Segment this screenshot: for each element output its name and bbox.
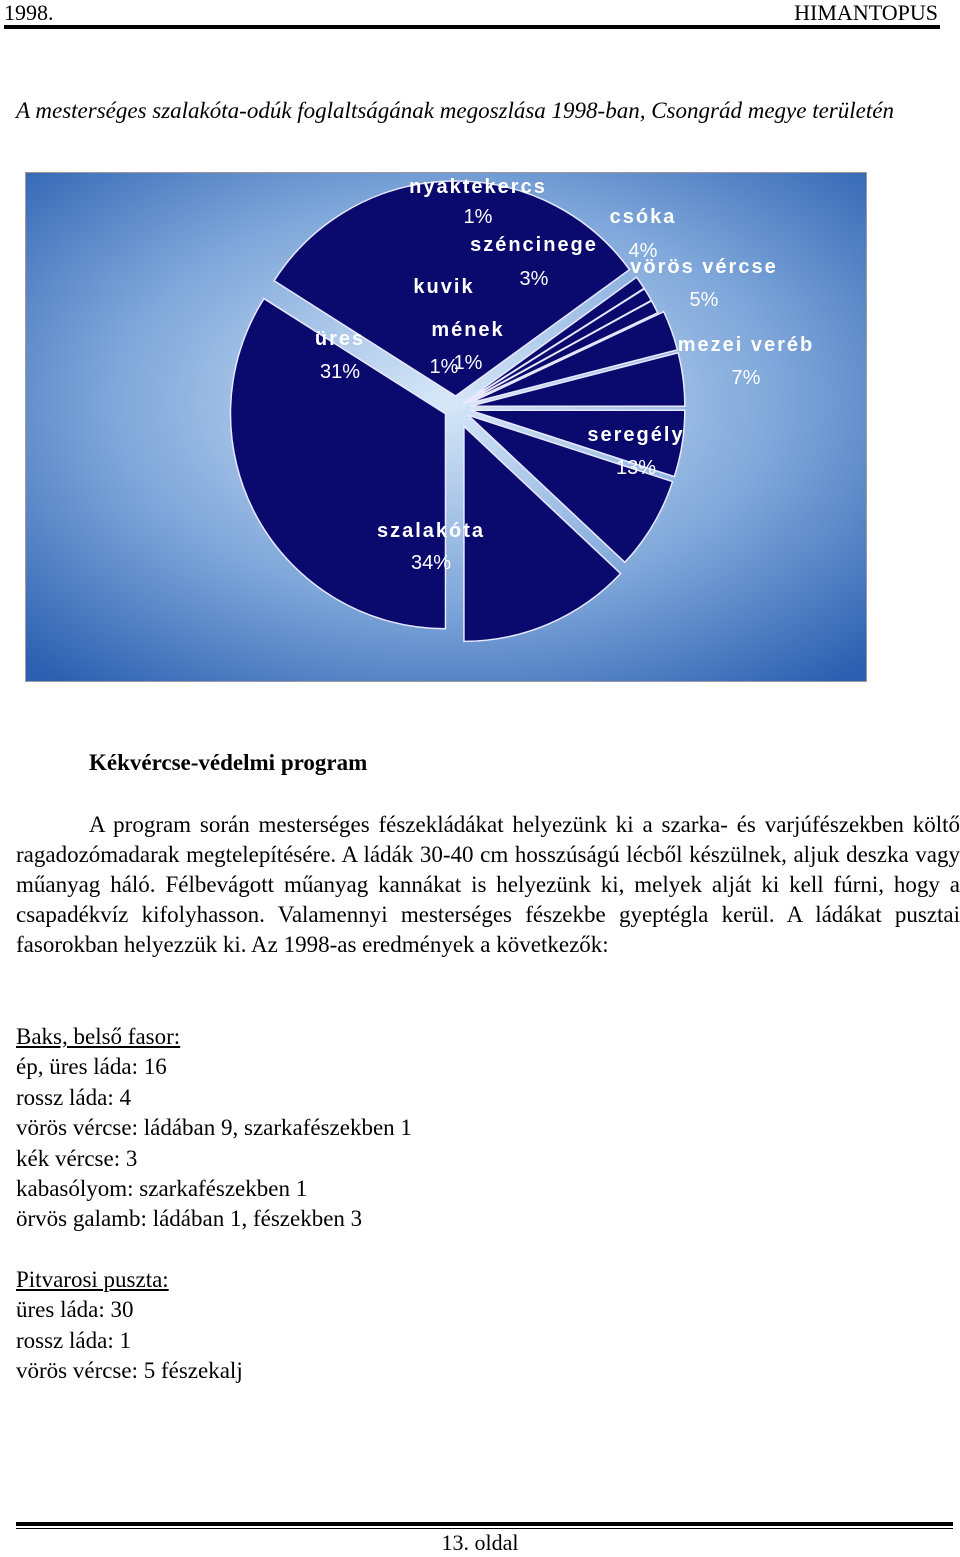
slice-label: üres (314, 328, 366, 350)
header-rule (4, 25, 940, 29)
slice-label: mezei veréb (677, 334, 815, 356)
slice-percent: 5% (689, 289, 719, 311)
page-number: 13. oldal (441, 1530, 519, 1555)
slice-label: szalakóta (376, 520, 486, 542)
baks-results (16, 1022, 956, 1235)
slice-label: seregély (587, 424, 685, 446)
slice-percent: 7% (731, 367, 761, 389)
slice-label: széncinege (470, 234, 598, 256)
slice-percent: 31% (319, 361, 361, 383)
section-heading: Kékvércse-védelmi program (89, 750, 368, 775)
slice-percent: 13% (615, 457, 657, 479)
pie-chart (25, 172, 867, 682)
slice-label: vörös vércse (630, 256, 778, 278)
footer-rule (16, 1522, 953, 1526)
page-header (0, 0, 960, 30)
chart-title: A mesterséges szalakóta-odúk foglaltságának megoszlása 1998-ban, Csongrád megye területén (16, 98, 894, 123)
footer-rule-thin (16, 1528, 953, 1529)
body-paragraph (16, 810, 960, 960)
slice-percent: 3% (519, 268, 549, 290)
slice-percent: 1% (463, 206, 493, 228)
pitvaros-line: üres láda: 30 (16, 1297, 134, 1323)
slice-percent: 4% (628, 240, 658, 262)
baks-line: rossz láda: 4 (16, 1084, 131, 1110)
baks-line: örvös galamb: ládában 1, fészekben 3 (16, 1206, 363, 1232)
header-journal: HIMANTOPUS (794, 0, 938, 25)
baks-line: vörös vércse: ládában 9, szarkafészekben 1 (16, 1115, 412, 1141)
slice-percent: 1% (453, 352, 483, 374)
slice-label: kuvik (413, 276, 475, 298)
pitvaros-line: vörös vércse: 5 fészekalj (16, 1358, 243, 1384)
baks-title: Baks, belső fasor: (16, 1024, 181, 1049)
slice-label: csóka (609, 206, 677, 228)
baks-line: kék vércse: 3 (16, 1145, 138, 1171)
pitvaros-line: rossz láda: 1 (16, 1327, 131, 1353)
paragraph-text: A program során mesterséges fészekládákat helyezünk ki a szarka- és varjúfészekben költő ragadozómadarak megtelepítésére. A ládák 30-40 cm hosszúságú lécből készülnek, aljuk deszka vagy műanyag háló. Félbevágott műanyag kannákat is helyezünk ki, melyek alját ki kell fúrni, hogy a csapadékvíz kifolyhasson. Valamennyi mesterséges fészekbe gyeptégla kerül. A ládákat pusztai fasorokban helyezzük ki. Az 1998-as eredmények a következők: (16, 812, 960, 957)
pitvaros-title: Pitvarosi puszta: (16, 1267, 169, 1292)
slice-percent: 1% (429, 356, 459, 378)
slice-label: mének (431, 319, 505, 341)
pitvaros-results (16, 1265, 956, 1387)
baks-line: kabasólyom: szarkafészekben 1 (16, 1176, 308, 1202)
baks-line: ép, üres láda: 16 (16, 1054, 167, 1080)
pie-chart-svg (26, 173, 866, 681)
slice-label: nyaktekercs (409, 176, 547, 198)
header-year: 1998. (4, 0, 54, 25)
slice-percent: 34% (410, 552, 452, 574)
